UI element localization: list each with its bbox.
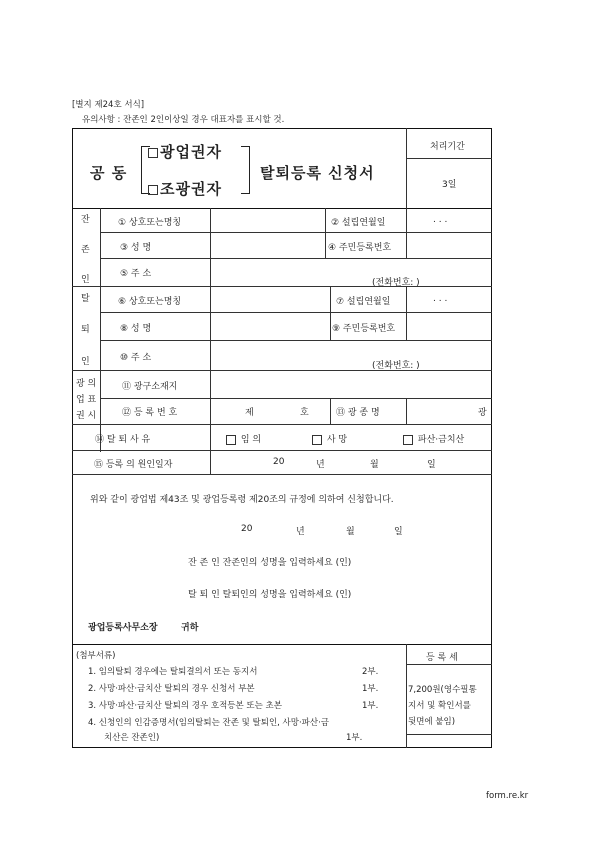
addressee: 광업등록사무소장 bbox=[88, 623, 158, 633]
mining-side-1: 광 의 bbox=[76, 379, 97, 389]
remain-est-date-label: ② 설립연월일 bbox=[331, 218, 386, 228]
mineral-type-suffix: 광 bbox=[478, 408, 487, 418]
checkbox-icon[interactable] bbox=[148, 148, 158, 158]
form-note: 유의사항 : 잔존인 2인이상일 경우 대표자를 표시할 것. bbox=[82, 115, 285, 125]
withdraw-id-label: ⑨ 주민등록번호 bbox=[332, 324, 396, 334]
checkbox-icon[interactable] bbox=[403, 435, 413, 445]
remain-side-1: 잔 bbox=[81, 215, 90, 225]
source-watermark: form.re.kr bbox=[486, 791, 529, 801]
remain-person-label: ③ 성 명 bbox=[120, 243, 152, 253]
declaration-year[interactable]: 20 bbox=[241, 524, 253, 534]
attachment-2-count: 1부. bbox=[362, 684, 379, 694]
withdraw-name-label: ⑥ 상호또는명칭 bbox=[118, 297, 182, 307]
remain-side-2: 존 bbox=[81, 245, 90, 255]
cause-date-day-unit: 일 bbox=[427, 460, 436, 470]
declaration-month-unit: 월 bbox=[346, 527, 355, 537]
registration-no-label: ⑫ 등 록 번 호 bbox=[122, 408, 178, 418]
title-option-2: 조광권자 bbox=[148, 178, 222, 199]
cause-date-month-unit: 월 bbox=[370, 460, 379, 470]
title-option-1: 광업권자 bbox=[148, 141, 222, 162]
remain-name-label: ① 상호또는명칭 bbox=[118, 218, 182, 228]
attachment-2: 2. 사망·파산·금치산 탈퇴의 경우 신청서 부본 bbox=[88, 684, 255, 694]
withdraw-side-1: 탈 bbox=[81, 294, 90, 304]
mining-side-2: 업 표 bbox=[76, 395, 97, 405]
remain-signature[interactable]: 잔 존 인 잔존인의 성명을 입력하세요 (인) bbox=[188, 558, 352, 568]
checkbox-icon[interactable] bbox=[226, 435, 236, 445]
cause-date-year[interactable]: 20 bbox=[273, 457, 285, 467]
mining-side-3: 권 시 bbox=[76, 411, 97, 421]
remain-side-3: 인 bbox=[81, 275, 90, 285]
form-number: [별지 제24호 서식] bbox=[72, 100, 145, 110]
checkbox-icon[interactable] bbox=[312, 435, 322, 445]
mineral-type-label: ⑬ 광 종 명 bbox=[336, 408, 380, 418]
withdraw-est-date-label: ⑦ 설립연월일 bbox=[336, 297, 391, 307]
attachment-4-cont: 치산은 잔존인) bbox=[104, 733, 160, 743]
attachment-3-count: 1부. bbox=[362, 701, 379, 711]
withdraw-est-date-value[interactable]: . . . bbox=[433, 294, 448, 304]
registration-tax-line-2: 지서 및 확인서를 bbox=[408, 701, 471, 711]
withdraw-side-3: 인 bbox=[81, 357, 90, 367]
attachments-heading: (첨부서류) bbox=[76, 651, 116, 661]
withdraw-side-2: 퇴 bbox=[81, 325, 90, 335]
remain-est-date-value[interactable]: . . . bbox=[433, 215, 448, 225]
remain-phone: (전화번호: ) bbox=[372, 278, 420, 288]
attachment-1: 1. 임의탈퇴 경우에는 탈퇴결의서 또는 동지서 bbox=[88, 667, 258, 677]
reason-bankruptcy[interactable]: 파산·금치산 bbox=[403, 432, 464, 445]
title-prefix: 공 동 bbox=[90, 164, 128, 182]
addressee-honorific: 귀하 bbox=[181, 623, 199, 633]
registration-no-prefix: 제 bbox=[245, 408, 254, 418]
reason-death[interactable]: 사 망 bbox=[312, 432, 347, 445]
withdraw-phone: (전화번호: ) bbox=[372, 361, 420, 371]
declaration-day-unit: 일 bbox=[394, 527, 403, 537]
withdraw-person-label: ⑧ 성 명 bbox=[120, 324, 152, 334]
attachment-1-count: 2부. bbox=[362, 667, 379, 677]
processing-period-value: 3일 bbox=[442, 180, 457, 190]
processing-period-label: 처리기간 bbox=[430, 142, 465, 152]
remain-id-label: ④ 주민등록번호 bbox=[328, 243, 392, 253]
cause-date-year-unit: 년 bbox=[316, 460, 325, 470]
registration-tax-line-3: 뒷면에 붙임) bbox=[408, 717, 456, 727]
title-main: 탈퇴등록 신청서 bbox=[260, 164, 375, 182]
checkbox-icon[interactable] bbox=[148, 185, 158, 195]
registration-tax-label: 등 록 세 bbox=[426, 653, 458, 663]
reason-voluntary[interactable]: 임 의 bbox=[226, 432, 261, 445]
withdraw-address-label: ⑩ 주 소 bbox=[120, 353, 152, 363]
cause-date-label: ⑮ 등록 의 원인일자 bbox=[94, 460, 173, 470]
attachment-3: 3. 사망·파산·금치산 탈퇴의 경우 호적등본 또는 초본 bbox=[88, 701, 282, 711]
withdraw-signature[interactable]: 탈 퇴 인 탈퇴인의 성명을 입력하세요 (인) bbox=[188, 590, 352, 600]
remain-address-label: ⑤ 주 소 bbox=[120, 269, 152, 279]
registration-tax-line-1: 7,200원(영수필통 bbox=[408, 685, 477, 695]
declaration-year-unit: 년 bbox=[296, 527, 305, 537]
registration-no-suffix: 호 bbox=[300, 408, 309, 418]
mining-location-label: ⑪ 광구소재지 bbox=[122, 382, 178, 392]
attachment-4: 4. 신청인의 인감증명서(임의탈퇴는 잔존 및 탈퇴인, 사망·파산·금 bbox=[88, 718, 330, 728]
declaration-text: 위와 같이 광업법 제43조 및 광업등록령 제20조의 규정에 의하여 신청합니다. bbox=[90, 495, 394, 505]
bracket-right bbox=[241, 146, 250, 194]
attachment-4-count: 1부. bbox=[346, 733, 363, 743]
withdraw-reason-label: ⑭ 탈 퇴 사 유 bbox=[95, 435, 151, 445]
